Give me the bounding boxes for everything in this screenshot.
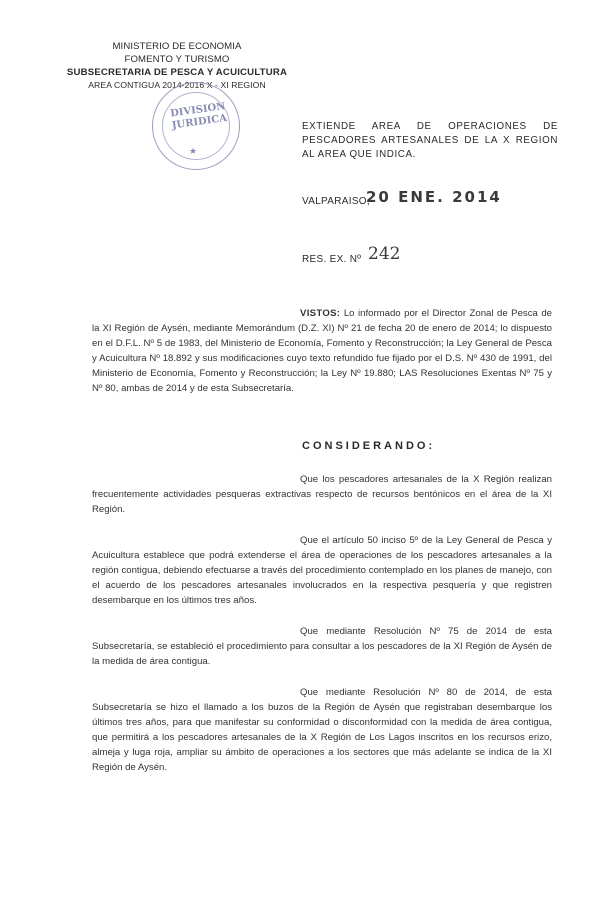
date-stamp: 20 ENE. 2014 (366, 188, 502, 206)
stamp-text: DIVISION JURIDICA (169, 101, 228, 132)
considerando-heading: CONSIDERANDO: (302, 440, 436, 452)
star-icon: ★ (189, 146, 198, 156)
considerando-paragraph-3 (92, 624, 552, 669)
division-juridica-stamp (152, 82, 240, 170)
vistos-paragraph (92, 306, 552, 396)
resolution-subject: EXTIENDE AREA DE OPERACIONES DE PESCADORES ARTESANALES DE LA X REGION AL AREA QUE INDICA. (302, 121, 558, 160)
letterhead (62, 40, 292, 92)
subsecretaria-name: SUBSECRETARIA DE PESCA Y ACUICULTURA (66, 67, 288, 78)
resolution-number: 242 (368, 244, 401, 264)
considerando-paragraph-2 (92, 533, 552, 608)
vistos-text: Lo informado por el Director Zonal de Pesca de la XI Región de Aysén, mediante Memorándum (D.Z. XI) Nº 21 de fecha 20 de enero de 2014; lo dispuesto en el D.F.L. Nº 5 de 1983, del Ministerio de Economía, Fomento y Reconstrucción; la Ley General de Pesca y Acuicultura Nº 18.892 y sus modificaciones cuyo texto refundido fue fijado por el D.S. Nº 430 de 1991, del Ministerio de Economía, Fomento y Reconstrucción; la Ley Nº 19.880; LAS Resoluciones Exentas Nº 75 y Nº 80, ambas de 2014 y de esta Subsecretaría. (92, 308, 553, 394)
ministry-name: MINISTERIO DE ECONOMIA (112, 41, 242, 52)
vistos-label: VISTOS: (300, 308, 341, 319)
paragraph-text: Que mediante Resolución Nº 80 de 2014, de esta Subsecretaría se hizo el llamado a los buzos de la Región de Aysén que registraban desembarque los últimos tres años, para que manifestar su conformidad o disconformidad con la medida de área contigua, que permitirá a los pescadores artesanales de la X Región de Los Lagos inscritos en los recursos erizo, almeja y luga roja, ampliar su ámbito de operaciones a los sectores que más adelante se indica de la XI Región de Aysén. (92, 687, 552, 773)
resolution-label: RES. EX. Nº (302, 254, 362, 265)
paragraph-text: Que los pescadores artesanales de la X Región realizan frecuentemente actividades pesqueras extractivas respecto de recursos bentónicos en el área de la XI Región. (92, 474, 552, 515)
date-place: VALPARAISO, (302, 196, 370, 207)
considerando-paragraph-4 (92, 685, 552, 775)
paragraph-text: Que mediante Resolución Nº 75 de 2014 de esta Subsecretaría, se estableció el procedimiento para consultar a los pescadores de la XI Región de Aysén de la medida de área contigua. (92, 626, 552, 667)
ministry-subtitle: FOMENTO Y TURISMO (124, 54, 230, 65)
area-reference: AREA CONTIGUA 2014-2016 X - XI REGION (88, 80, 266, 90)
date-line (302, 188, 562, 212)
paragraph-text: Que el artículo 50 inciso 5º de la Ley General de Pesca y Acuicultura establece que podrá extenderse el área de operaciones de los pescadores artesanales a la región contigua, debiendo efectuarse a través del procedimiento contemplado en los planes de manejo, con el acuerdo de los pescadores artesanales involucrados en la respectiva pesquería y que registren desembarque en los últimos tres años. (92, 535, 552, 606)
resolution-number-line (302, 244, 562, 272)
considerando-paragraph-1 (92, 472, 552, 517)
